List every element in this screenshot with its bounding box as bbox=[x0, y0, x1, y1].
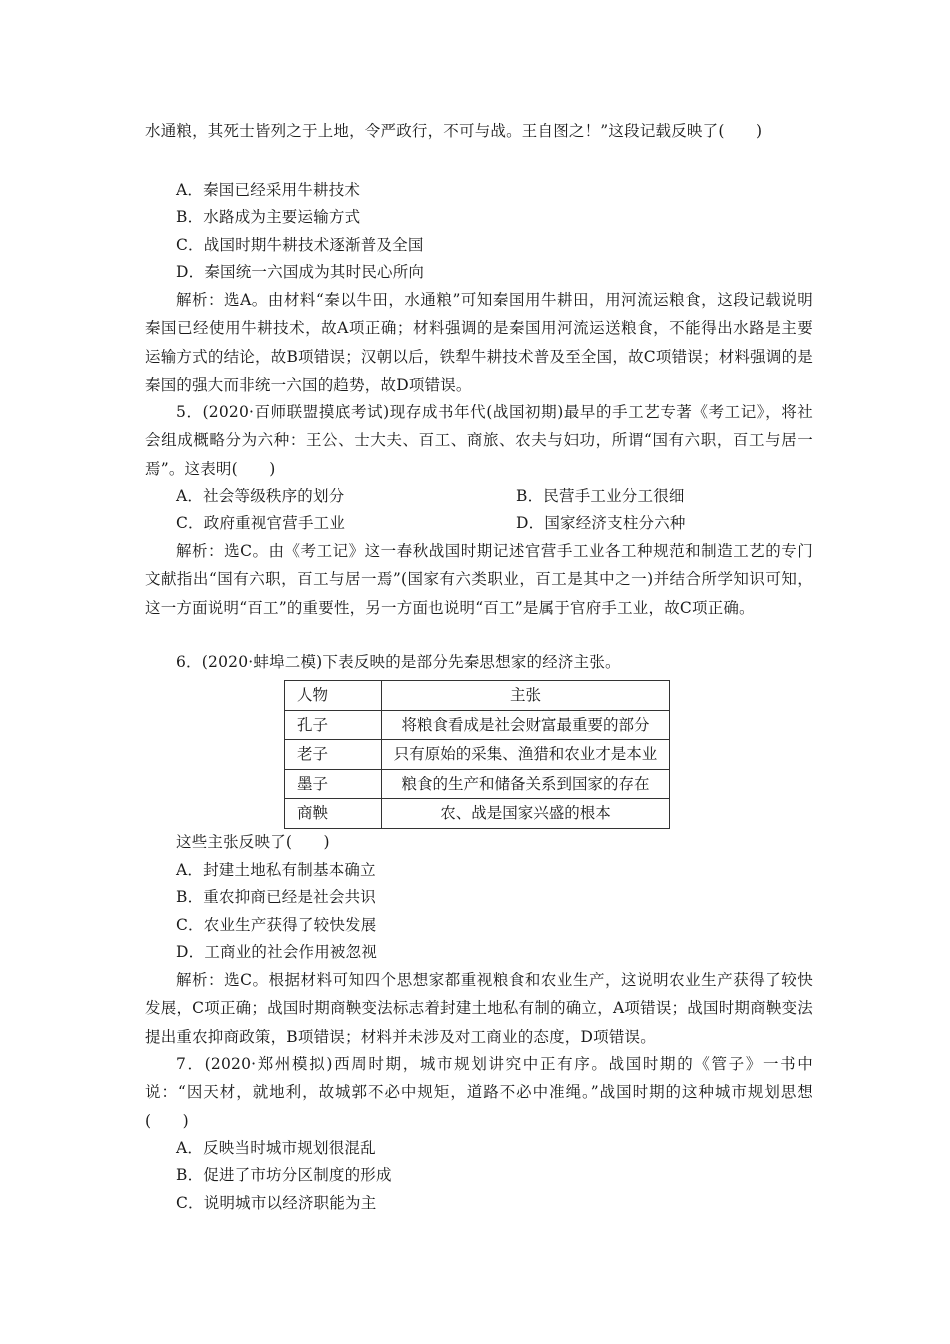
table-cell: 孔子 bbox=[285, 710, 382, 740]
table-row bbox=[285, 740, 670, 770]
q4-option-b: B．水路成为主要运输方式 bbox=[176, 208, 361, 226]
q4-option-a: A．秦国已经采用牛耕技术 bbox=[176, 181, 361, 199]
q7-option-b: B．促进了市坊分区制度的形成 bbox=[176, 1166, 392, 1184]
table-header-cell: 人物 bbox=[285, 681, 382, 711]
continued-question-text: 水通粮，其死士皆列之于上地，令严政行，不可与战。王自图之！”这段记载反映了( ) bbox=[145, 122, 763, 140]
table-row bbox=[285, 710, 670, 740]
q4-option-d: D．秦国统一六国成为其时民心所向 bbox=[176, 263, 425, 281]
q6-analysis: 解析：选C。根据材料可知四个思想家都重视粮食和农业生产，这说明农业生产获得了较快发展，C项正确；战国时期商鞅变法标志着封建土地私有制的确立，A项错误；战国时期商鞅变法提出重农抑商政策，B项错误；材料并未涉及对工商业的态度，D项错误。 bbox=[145, 971, 813, 1046]
q5-option-d: D．国家经济支柱分六种 bbox=[516, 514, 686, 532]
q7-stem: 7．(2020·郑州模拟)西周时期，城市规划讲究中正有序。战国时期的《管子》一书中说：“因天材，就地利，故城郭不必中规矩，道路不必中准绳。”战国时期的这种城市规划思想( ) bbox=[145, 1055, 813, 1130]
table-cell: 商鞅 bbox=[285, 799, 382, 829]
table-cell: 老子 bbox=[285, 740, 382, 770]
table-cell: 粮食的生产和储备关系到国家的存在 bbox=[382, 769, 670, 799]
q6-option-b: B．重农抑商已经是社会共识 bbox=[176, 888, 376, 906]
q5-analysis: 解析：选C。由《考工记》这一春秋战国时期记述官营手工业各工种规范和制造工艺的专门文献指出“国有六职，百工与居一焉”(国家有六类职业，百工是其中之一)并结合所学知识可知，这一方面说明“百工”的重要性，另一方面也说明“百工”是属于官府手工业，故C项正确。 bbox=[145, 542, 813, 617]
table-cell: 只有原始的采集、渔猎和农业才是本业 bbox=[382, 740, 670, 770]
q5-option-a: A．社会等级秩序的划分 bbox=[176, 487, 345, 505]
q6-stem: 6．(2020·蚌埠二模)下表反映的是部分先秦思想家的经济主张。 bbox=[176, 653, 621, 671]
q7-option-a: A．反映当时城市规划很混乱 bbox=[176, 1139, 376, 1157]
q6-option-d: D．工商业的社会作用被忽视 bbox=[176, 943, 378, 961]
q6-question: 这些主张反映了( ) bbox=[176, 833, 330, 851]
table-header-row bbox=[285, 681, 670, 711]
table-header-cell: 主张 bbox=[382, 681, 670, 711]
q6-option-a: A．封建土地私有制基本确立 bbox=[176, 861, 376, 879]
q6-option-c: C．农业生产获得了较快发展 bbox=[176, 916, 377, 934]
q6-table bbox=[284, 680, 670, 829]
q7-option-c: C．说明城市以经济职能为主 bbox=[176, 1194, 377, 1212]
q5-option-c: C．政府重视官营手工业 bbox=[176, 514, 346, 532]
table-cell: 墨子 bbox=[285, 769, 382, 799]
table-row bbox=[285, 799, 670, 829]
q5-stem: 5．(2020·百师联盟摸底考试)现存成书年代(战国初期)最早的手工艺专著《考工记》，将社会组成概略分为六种：王公、士大夫、百工、商旅、农夫与妇功，所谓“国有六职，百工与居一焉”。这表明( ) bbox=[145, 403, 813, 478]
table-cell: 农、战是国家兴盛的根本 bbox=[382, 799, 670, 829]
table-row bbox=[285, 769, 670, 799]
q4-option-c: C．战国时期牛耕技术逐渐普及全国 bbox=[176, 236, 424, 254]
q4-analysis: 解析：选A。由材料“秦以牛田，水通粮”可知秦国用牛耕田，用河流运粮食，这段记载说明秦国已经使用牛耕技术，故A项正确；材料强调的是秦国用河流运送粮食，不能得出水路是主要运输方式的结论，故B项错误；汉朝以后，铁犁牛耕技术普及至全国，故C项错误；材料强调的是秦国的强大而非统一六国的趋势，故D项错误。 bbox=[145, 291, 813, 394]
q5-option-b: B．民营手工业分工很细 bbox=[516, 487, 685, 505]
table-cell: 将粮食看成是社会财富最重要的部分 bbox=[382, 710, 670, 740]
